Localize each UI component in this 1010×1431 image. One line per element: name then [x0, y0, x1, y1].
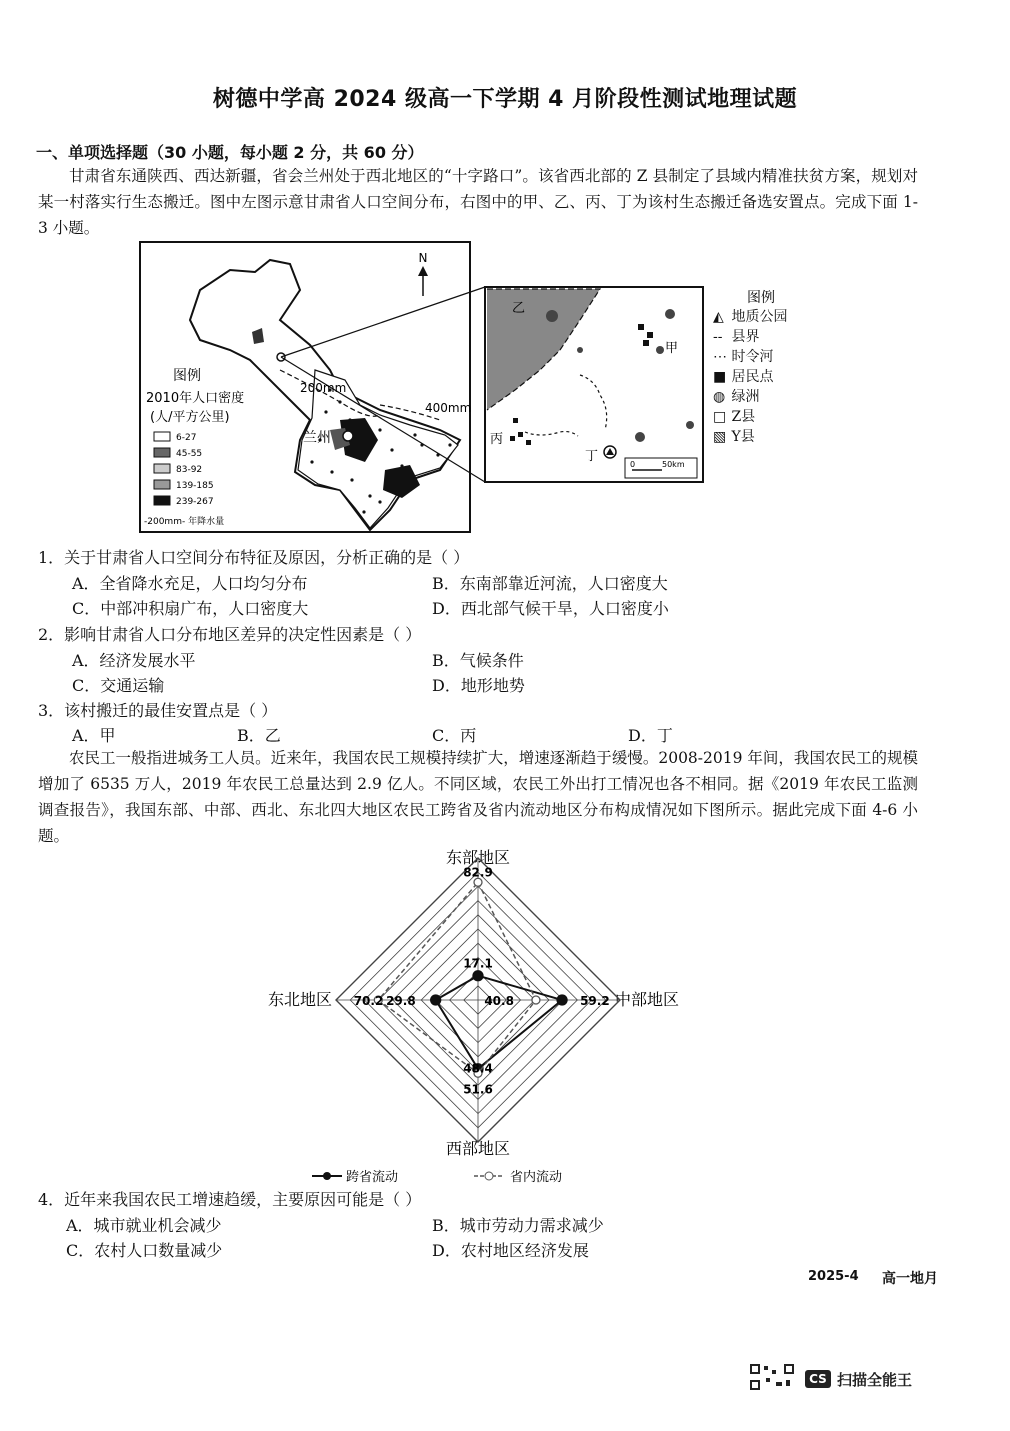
right-legend: [713, 307, 787, 447]
legend-isohyet-note: -200mm- 年降水量: [144, 517, 225, 527]
legend-class-5: 239-267: [176, 497, 214, 507]
q1-option-a[interactable]: A．全省降水充足，人口均匀分布: [72, 574, 308, 593]
question-4: 4．近年来我国农民工增速趋缓，主要原因可能是（ ）: [38, 1190, 422, 1209]
map-legend-unit: (人/平方公里): [150, 410, 230, 425]
dashed-line-icon: --: [713, 329, 723, 345]
question-2: 2．影响甘肃省人口分布地区差异的决定性因素是（ ）: [38, 625, 422, 644]
point-interprovincial-1: [557, 995, 567, 1005]
legend-marker-interprovincial: [323, 1172, 331, 1180]
legend-intraprovincial: 省内流动: [510, 1170, 563, 1185]
legend-seasonal-river: ⋯ 时令河: [713, 349, 774, 365]
q3-option-c[interactable]: C．丙: [432, 726, 477, 745]
legend-class-4: 139-185: [176, 481, 214, 491]
value-label-right-1: 59.2: [580, 994, 610, 1008]
axis-label-west: 西部地区: [445, 1139, 511, 1158]
square-empty-icon: □: [713, 409, 727, 425]
dotted-line-icon: ⋯: [713, 349, 727, 365]
page-title: 树德中学高 2024 级高一下学期 4 月阶段性测试地理试题: [212, 87, 798, 112]
oasis-icon: ◍: [713, 389, 726, 405]
passage-gansu: 甘肃省东通陕西、西达新疆，省会兰州处于西北地区的“十字路口”。该省西北部的 Z 县制定了县域内精准扶贫方案，规划对某一村落实行生态搬迁。图中左图示意甘肃省人口空间分布，右图中的甲、乙、丙、丁为该村生态搬迁备选安置点。完成下面 1-3 小题。: [38, 167, 918, 237]
q1-option-b[interactable]: B．东南部靠近河流，人口密度大: [432, 574, 668, 593]
right-legend-title: 图例: [747, 290, 775, 306]
q4-option-b[interactable]: B．城市劳动力需求减少: [432, 1216, 604, 1235]
radar-chart: [230, 842, 730, 1192]
north-label: N: [418, 251, 428, 265]
point-intraprovincial-1: [532, 996, 540, 1004]
legend-county-border: -- 县界: [713, 329, 760, 345]
value-label-bottom-1: 51.6: [463, 1082, 493, 1097]
isohyet-400-label: 400mm: [425, 401, 472, 415]
q4-option-c[interactable]: C．农村人口数量减少: [66, 1241, 223, 1260]
legend-geopark: ◭ 地质公园: [713, 309, 788, 325]
legend-oasis: ◍ 绿洲: [713, 389, 760, 405]
point-interprovincial-3: [431, 995, 441, 1005]
isohyet-200-label: 200mm: [300, 381, 347, 395]
value-label-bottom-0: 48.4: [463, 1061, 493, 1076]
legend-settlement: ■ 居民点: [713, 369, 774, 385]
scale-50km: 50km: [662, 460, 685, 469]
q3-option-a[interactable]: A．甲: [72, 726, 116, 745]
footer-subject: 高一地月: [882, 1271, 938, 1287]
q4-option-d[interactable]: D．农村地区经济发展: [432, 1241, 589, 1260]
question-1: 1．关于甘肃省人口空间分布特征及原因，分析正确的是（ ）: [38, 548, 470, 567]
legend-z-county: □ Z县: [713, 409, 756, 425]
legend-class-3: 83-92: [176, 465, 203, 475]
value-label-left-1: 29.8: [386, 994, 416, 1008]
square-filled-icon: ■: [713, 369, 727, 385]
qr-code-icon: [750, 1364, 794, 1390]
section-heading: 一、单项选择题（30 小题，每小题 2 分，共 60 分）: [36, 143, 424, 162]
scanner-badge: CS: [805, 1370, 831, 1388]
square-hatched-icon: ▧: [713, 429, 727, 445]
axis-label-northeast: 东北地区: [267, 990, 332, 1009]
footer-date: 2025-4: [808, 1269, 859, 1284]
legend-class-2: 45-55: [176, 449, 203, 459]
passage-migrant-workers: 农民工一般指进城务工人员。近来年，我国农民工规模持续扩大，增速逐渐趋于缓慢。2008-2019 年间，我国农民工的规模增加了 6535 万人，2019 年农民工总量达到 2.9 亿人。不同区域，农民工外出打工情况也各不相同。据《2019 年农民工监测调查报告》，我国东部、中部、西北、东北四大地区农民工跨省及省内流动地区分布构成情况如下图所示。据此完成下面 4-6 小题。: [38, 749, 918, 845]
q2-option-a[interactable]: A．经济发展水平: [72, 651, 196, 670]
q3-option-d[interactable]: D．丁: [628, 726, 673, 745]
q1-option-c[interactable]: C．中部冲积扇广布，人口密度大: [72, 599, 309, 618]
site-jia-label: 甲: [665, 341, 679, 356]
q2-option-c[interactable]: C．交通运输: [72, 676, 165, 695]
legend-class-1: 6-27: [176, 433, 197, 443]
axis-label-east: 东部地区: [445, 848, 511, 867]
value-label-top-1: 17.1: [463, 956, 493, 971]
chart-legend: [312, 1169, 562, 1185]
question-3: 3．该村搬迁的最佳安置点是（ ）: [38, 701, 278, 720]
site-yi-label: 乙: [512, 301, 526, 316]
lanzhou-label: 兰州: [303, 430, 331, 446]
legend-marker-intraprovincial: [485, 1172, 493, 1180]
value-label-left-0: 70.2: [353, 994, 384, 1008]
site-bing-label: 丙: [490, 432, 504, 447]
map-legend-subtitle: 2010年人口密度: [146, 391, 245, 406]
site-ding-label: 丁: [585, 449, 599, 464]
value-label-right-0: 40.8: [484, 994, 514, 1008]
lanzhou-marker: [343, 431, 353, 441]
legend-interprovincial: 跨省流动: [346, 1170, 399, 1185]
point-interprovincial-0: [473, 971, 483, 981]
axis-label-central: 中部地区: [615, 990, 680, 1009]
map-legend-title: 图例: [173, 368, 201, 384]
point-intraprovincial-0: [474, 878, 482, 886]
q3-option-b[interactable]: B．乙: [237, 726, 281, 745]
scanner-label: 扫描全能王: [837, 1371, 913, 1389]
value-label-top-0: 82.9: [463, 865, 493, 880]
q2-option-d[interactable]: D．地形地势: [432, 676, 525, 695]
q2-option-b[interactable]: B．气候条件: [432, 651, 524, 670]
q4-option-a[interactable]: A．城市就业机会减少: [66, 1216, 222, 1235]
scale-zero: 0: [630, 460, 636, 469]
geopark-icon: ◭: [713, 309, 724, 325]
q1-option-d[interactable]: D．西北部气候干旱，人口密度小: [432, 599, 669, 618]
legend-y-county: ▧ Y县: [713, 429, 755, 445]
